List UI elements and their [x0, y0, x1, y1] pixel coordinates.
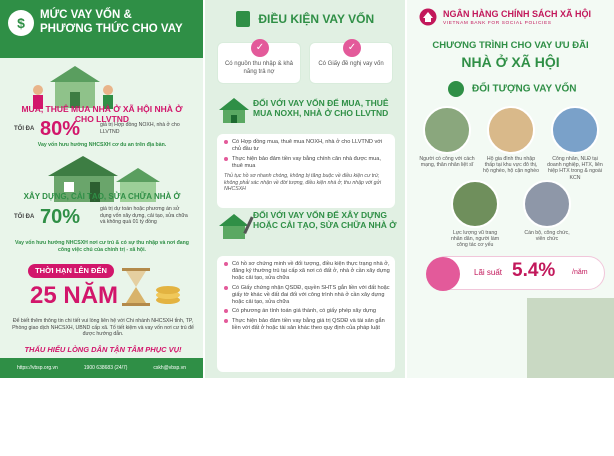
subject-label: Hộ gia đình thu nhập thấp tại khu vực đô thị, hộ nghèo, hộ cận nghèo	[483, 156, 539, 175]
veteran-photo	[423, 106, 471, 154]
condition-card-request	[309, 42, 393, 84]
title-line2: PHƯƠNG THỨC CHO VAY	[40, 23, 183, 35]
subject-card	[447, 180, 503, 249]
condition-income: Có nguồn thu nhập & khả năng trả nợ	[224, 61, 294, 75]
bank-name-en: VIETNAM BANK FOR SOCIAL POLICIES	[443, 21, 552, 26]
panel-program-subjects	[407, 0, 614, 378]
section1-heading: ĐỐI VỚI VAY VỐN ĐỂ MUA, THUÊ MUA NOXH, NHÀ Ở CHO LLVTND	[253, 98, 389, 118]
subject-label: Lực lượng vũ trang nhân dân, người làm công tác cơ yếu	[450, 230, 500, 249]
subjects-header	[437, 80, 587, 98]
max-label-1: TỐI ĐA	[14, 126, 35, 132]
subject-card	[519, 180, 575, 242]
title-line1: MỨC VAY VỐN &	[40, 9, 132, 21]
subjects-title: ĐỐI TƯỢNG VAY VỐN	[472, 83, 577, 95]
program-subtitle: NHÀ Ở XÃ HỘI	[461, 54, 560, 70]
requirement-item: Có hồ sơ chứng minh về đối tượng, điều kiện thực trạng nhà ở, đăng ký thường trú tại cấp xã nơi có đất ở, nhà ở cần xây dựng hoặc cải tạo, sửa chữa	[224, 261, 390, 282]
slogan: THẤU HIỂU LÒNG DÂN TẬN TÂM PHỤC VỤ!	[24, 345, 182, 354]
subject-label: Công nhân, NLĐ tại doanh nghiệp, HTX, liên hiệp HTX trong & ngoài KCN	[547, 156, 603, 181]
worker-photo	[551, 106, 599, 154]
panel2-header	[211, 10, 399, 36]
bank-name: NGÂN HÀNG CHÍNH SÁCH XÃ HỘI	[443, 9, 592, 19]
percent-70: 70%	[40, 206, 81, 228]
subject-label: Người có công với cách mạng, thân nhân liệt sĩ	[419, 156, 475, 169]
panel-loan-levels	[0, 0, 203, 378]
program-title: CHƯƠNG TRÌNH CHO VAY ƯU ĐÃI	[432, 40, 589, 51]
low-income-household-photo	[487, 106, 535, 154]
percent-house-icon	[426, 257, 460, 291]
percent-note-2: giá trị dự toán hoặc phương án sử dụng vốn xây dựng, cải tạo, sửa chữa và không quá 01 tỷ đồng	[100, 206, 188, 225]
percent-80: 80%	[40, 118, 81, 140]
condition-request: Có Giấy đề nghị vay vốn	[318, 61, 384, 67]
check-icon: ✓	[343, 39, 361, 57]
section2-heading: ĐỐI VỚI VAY VỐN ĐỂ XÂY DỰNG HOẶC CẢI TẠO, SỬA CHỮA NHÀ Ở	[253, 210, 397, 230]
section1-title: MUA, THUÊ MUA NHÀ Ở XÃ HỘI NHÀ Ở CHO LLVTND	[21, 104, 183, 124]
rate-label: Lãi suất	[474, 268, 503, 277]
percent-note-1: giá trị Hợp đồng NOXH, nhà ở cho LLVTND	[100, 122, 180, 135]
email-link[interactable]: cskh@vbsp.vn	[153, 365, 186, 371]
check-icon: ✓	[251, 39, 269, 57]
section1-note: Thủ tục hồ sơ nhanh chóng, không bị tăng buộc về điều kiện cư trú; không phải xác nhận về đời tượng, điều kiện nhà ở; thu nhập với gửi NHCSXH	[224, 172, 381, 193]
hourglass-coins-icon	[118, 266, 188, 308]
subject-label: Cán bộ, công chức, viên chức	[524, 230, 570, 243]
condition-card-income	[217, 42, 301, 84]
interest-rate-banner	[429, 256, 605, 290]
requirement-item: Thực hiện bảo đảm tiền vay bằng giá trị QSDĐ và tài sản gắn liền với đất ở hoặc tài sản khác theo quy định của pháp luật	[224, 318, 390, 332]
subject-card	[419, 106, 475, 168]
contact-info-text: Để biết thêm thông tin chi tiết vui lòng liên hệ với Chi nhánh NHCSXH tỉnh, TP, Phòng giao dịch NHCSXH, UBND cấp xã. Tổ tiết kiệm và vay vốn nơi cư trú để được hướng dẫn.	[12, 318, 194, 337]
section1-box	[217, 134, 395, 208]
section2-title: XÂY DỰNG, CẢI TẠO, SỬA CHỮA NHÀ Ở	[23, 192, 181, 201]
term-value: 25 NĂM	[30, 282, 119, 309]
subject-card	[547, 106, 603, 181]
panel1-title	[40, 8, 200, 36]
panel1-header	[0, 0, 203, 58]
house-icon	[217, 96, 251, 124]
requirement-item: Có phương án tính toán giá thành, có giấy phép xây dựng	[224, 308, 390, 315]
section1-desc: Vay vốn hưu hưởng NHCSXH cơ du an trên địa bàn.	[37, 142, 167, 148]
term-badge: THỜI HẠN LÊN ĐẾN	[28, 264, 114, 278]
money-icon: $	[8, 10, 34, 36]
rate-value: 5.4%	[512, 260, 556, 281]
checklist-icon	[236, 11, 250, 27]
panel-loan-conditions	[205, 0, 405, 378]
requirement-item: Có Giấy chứng nhận QSDĐ, quyền SHTS gắn liền với đất hoặc giấy tờ khác về đất đai đối với công trình nhà ở cần xây dựng hoặc cải tạo, sửa chữa	[224, 285, 390, 306]
requirement-item: Thực hiện bảo đảm tiền vay bằng chính căn nhà được mua, thuê mua	[224, 156, 390, 170]
armed-forces-photo	[451, 180, 499, 228]
civil-servant-photo	[523, 180, 571, 228]
rate-unit: /năm	[572, 269, 588, 276]
section2-box	[217, 256, 395, 372]
houses-photo	[527, 298, 614, 378]
max-label-2: TỐI ĐA	[14, 214, 35, 220]
hotline: 1900 638683 (24/7)	[83, 365, 128, 371]
section2-desc: Vay vốn hưu hưởng NHCSXH nơi cư trú & có sự thu nhập và nơi đang công việc chủ của chính trị - xã hội.	[15, 240, 189, 253]
house-tools-icon	[217, 212, 257, 240]
subject-card	[483, 106, 539, 175]
requirement-item: Có Hợp đồng mua, thuê mua NOXH, nhà ở cho LLVTND với chủ đầu tư	[224, 139, 390, 153]
vbsp-logo-icon	[419, 8, 437, 26]
panel2-title: ĐIỀU KIỆN VAY VỐN	[258, 11, 375, 26]
user-icon	[448, 81, 464, 97]
contact-footer	[0, 358, 203, 378]
website-link[interactable]: https://vbsp.org.vn	[16, 365, 58, 371]
